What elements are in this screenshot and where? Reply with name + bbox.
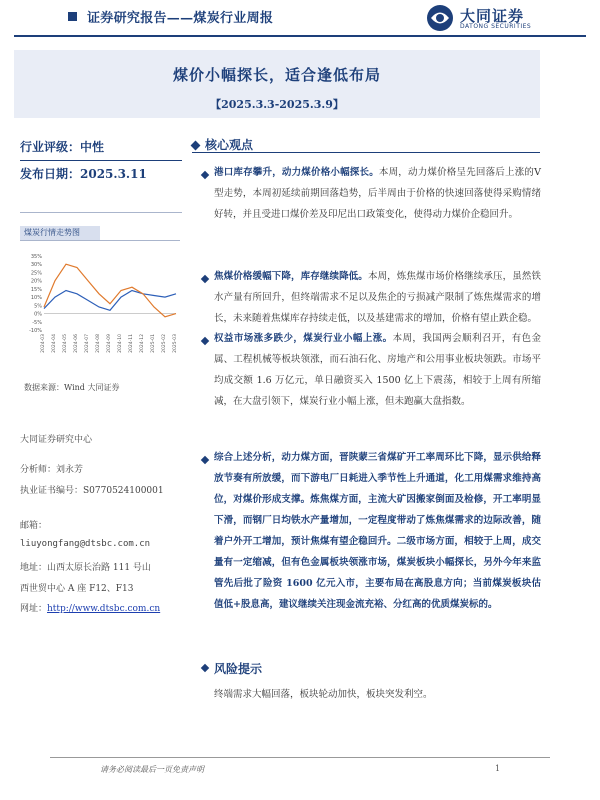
point-coking-coal [214, 266, 541, 329]
x-tick-label: 2024-10 [118, 334, 123, 353]
core-views-heading [192, 136, 253, 153]
diamond-bullet-icon [201, 275, 209, 283]
logo-mark-icon [425, 3, 455, 33]
y-tick-label: 10% [30, 295, 42, 302]
core-bullet-icon [191, 141, 201, 151]
report-header [0, 0, 600, 36]
sidebar-divider-2 [20, 212, 182, 213]
x-tick-label: 2024-08 [96, 334, 101, 353]
point-lead: 权益市场涨多跌少，煤炭行业小幅上涨。 [214, 333, 393, 344]
footer-divider [50, 757, 550, 758]
series-line-1 [44, 291, 176, 311]
address-line-2: 西世贸中心 A 座 F12、F13 [20, 584, 134, 594]
y-tick-label: -10% [29, 328, 42, 334]
diamond-bullet-icon [201, 171, 209, 179]
point-body: 本周，动力煤价格呈先回落后上涨的V型走势，本周初延续前期回落趋势，后半周由于价格的快速回落使得采购情绪好转，并且受进口煤价差及印尼出口政策变化，使得动力煤价企稳回升。 [214, 167, 541, 220]
x-tick-label: 2025-02 [162, 334, 167, 353]
x-tick-label: 2024-03 [41, 334, 46, 353]
header-square-icon [68, 12, 77, 21]
company-logo [425, 3, 555, 33]
point-lead: 焦煤价格缓幅下降，库存继续降低。 [214, 271, 368, 282]
y-tick-label: -5% [32, 319, 42, 326]
analyst-name: 分析师：刘永芳 [20, 465, 84, 475]
x-tick-label: 2025-01 [151, 334, 156, 353]
core-divider [192, 152, 540, 153]
sidebar-divider [20, 160, 182, 161]
x-tick-label: 2024-06 [74, 334, 79, 353]
certificate-number: 执业证书编号：S0770524100001 [20, 486, 164, 496]
report-title-box [14, 50, 540, 118]
email-label: 邮箱： [20, 521, 48, 531]
summary-paragraph: 综合上述分析，动力煤方面，晋陕蒙三省煤矿开工率周环比下降，显示供给释放节奏有所放缓，而下游电厂日耗进入季节性上升通道，化工用煤需求维持高位，对煤价形成支撑。炼焦煤方面，主流大矿因搬家倒面及检修，开工率明显下滑，而钢厂日均铁水产量增加，一定程度带动了炼焦煤需求的边际改善，随着户外开工增加，预计焦煤有望企稳回升。二级市场方面，相较于上周，成交量有一定缩减，但有色金属板块领涨市场，煤炭板块小幅探长，另外今年来监管先后批了险资 1600 亿元入市，主要布局在高股息方向；当前煤炭板块估值低+股息高，建议继续关注现金流充裕、分红高的优质煤炭标的。 [214, 452, 541, 610]
point-thermal-coal [214, 162, 541, 225]
x-tick-label: 2024-05 [63, 334, 68, 353]
diamond-bullet-icon [201, 337, 209, 345]
publish-date: 发布日期：2025.3.11 [20, 167, 147, 181]
diamond-bullet-icon [201, 456, 209, 464]
website-line [20, 601, 160, 614]
x-tick-label: 2024-09 [107, 334, 112, 353]
point-body: 本周，我国两会顺利召开，有色金属、工程机械等板块领涨，而石油石化、房地产和公用事业板块领跌。市场平均成交额 1.6 万亿元，单日融资买入 1500 亿上下震荡，相较于上周有所缩减，在大盘引领下，煤炭行业小幅上涨，但未跑赢大盘指数。 [214, 333, 541, 407]
point-lead: 港口库存攀升，动力煤价格小幅探长。 [214, 167, 379, 178]
header-divider [14, 35, 586, 37]
page-number: 1 [495, 764, 501, 773]
trend-chart [20, 252, 180, 376]
diamond-bullet-icon [201, 664, 209, 672]
series-line-2 [44, 264, 176, 317]
trend-chart-tab: 煤炭行情走势图 [20, 226, 100, 240]
y-tick-label: 25% [30, 270, 42, 277]
y-tick-label: 30% [30, 262, 42, 269]
report-date-range: 【2025.3.3-2025.3.9】 [210, 98, 344, 111]
x-tick-label: 2024-07 [85, 334, 90, 353]
x-tick-label: 2024-04 [52, 334, 57, 353]
risk-text: 终端需求大幅回落，板块轮动加快，板块突发利空。 [214, 689, 433, 700]
logo-name: 大同证券 [460, 7, 525, 25]
email-address[interactable]: liuyongfang@dtsbc.com.cn [20, 539, 151, 549]
logo-subtitle: DATONG SECURITIES [460, 23, 532, 30]
website-link[interactable]: http://www.dtsbc.com.cn [47, 604, 161, 614]
chart-source: 数据来源：Wind 大同证券 [24, 383, 120, 392]
disclaimer-note: 请务必阅读最后一页免责声明 [100, 765, 204, 774]
y-tick-label: 15% [30, 286, 42, 293]
x-tick-label: 2024-11 [129, 334, 134, 353]
report-title: 煤价小幅探长，适合逢低布局 [172, 66, 381, 84]
point-body: 本周，炼焦煤市场价格继续承压，虽然铁水产量有所回升，但终端需求不足以及焦企的亏损减产限制了炼焦煤需求的增长，未来随着焦煤库存持续走低，以及基建需求的增加，价格有望止跌企稳。 [214, 271, 541, 324]
risk-heading: 风险提示 [214, 662, 263, 676]
research-org: 大同证券研究中心 [20, 435, 93, 445]
x-tick-label: 2025-03 [173, 334, 178, 353]
y-tick-label: 35% [30, 254, 42, 260]
y-tick-label: 0% [34, 311, 42, 318]
header-title: 证券研究报告——煤炭行业周报 [87, 11, 274, 26]
point-equity-market [214, 328, 541, 412]
address-line-1: 地址：山西太原长治路 111 号山 [20, 563, 151, 573]
y-tick-label: 20% [30, 278, 42, 285]
industry-rating: 行业评级：中性 [20, 140, 105, 154]
x-tick-label: 2024-12 [140, 334, 145, 353]
core-views-title: 核心观点 [205, 138, 254, 152]
website-label: 网址： [20, 604, 48, 614]
y-tick-label: 5% [34, 303, 42, 310]
